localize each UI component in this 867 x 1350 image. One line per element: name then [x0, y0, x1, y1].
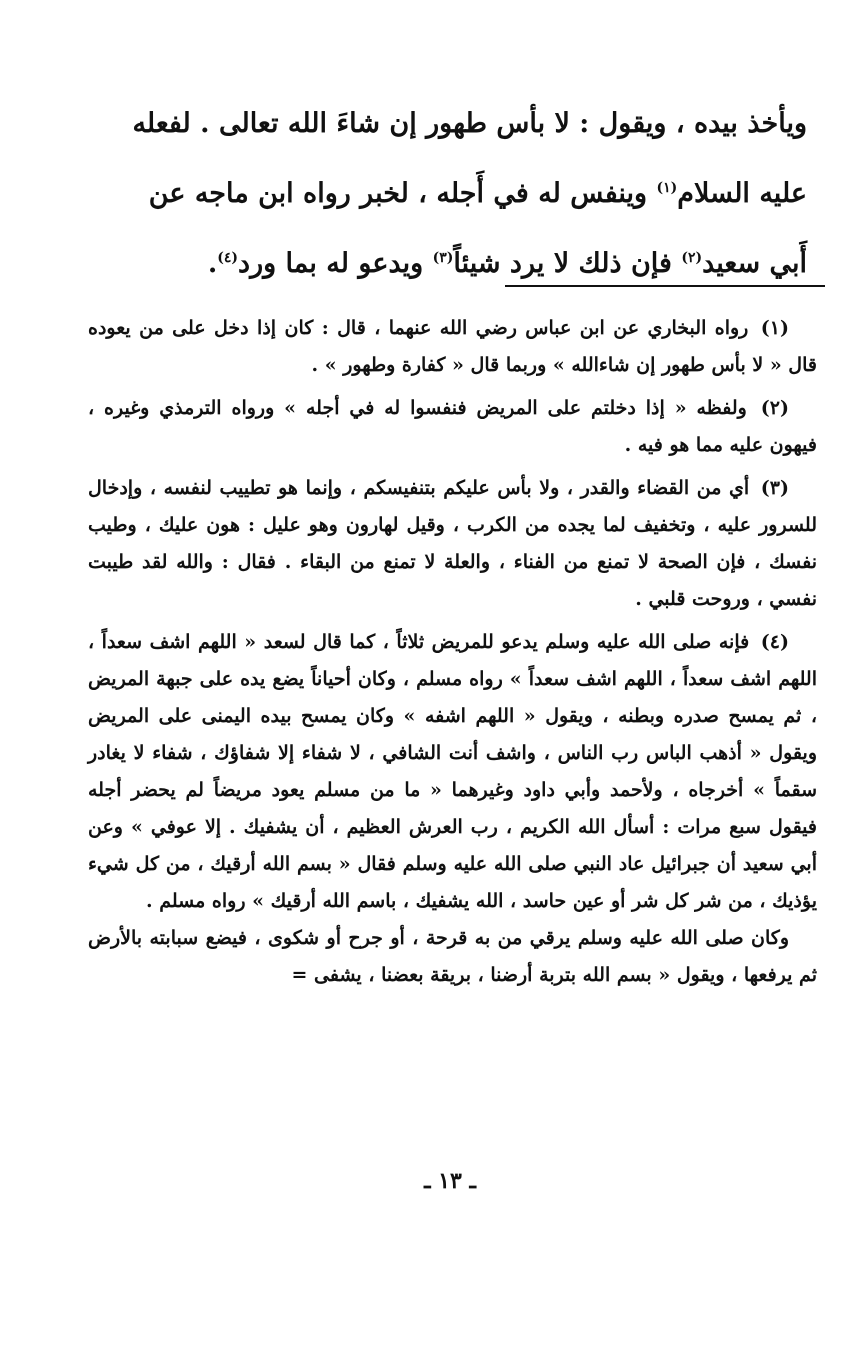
- footnote-text: ولفظه « إذا دخلتم على المريض فنفسوا له في أجله » ورواه الترمذي وغيره ، فيهون عليه مما هو فيه .: [88, 397, 817, 456]
- footnote-text: فإنه صلى الله عليه وسلم يدعو للمريض ثلاثاً ، كما قال لسعد « اللهم اشف سعداً ، اللهم اشف سعداً ، اللهم اشف سعداً » رواه مسلم ، وكان أحياناً يضع يده على جبهة المريض ، ثم يمسح صدره وبطنه ، ويقول « اللهم اشفه » وكان يمسح بيده اليمنى على المريض ويقول « أذهب الباس رب الناس ، واشف أنت الشافي ، لا شفاء إلا شفاؤك ، شفاء لا يغادر سقماً » أخرجاه ، ولأحمد وأبي داود وغيرهما « ما من مسلم يعود مريضاً لم يحضر أجله فيقول سبع مرات : أسأل الله الكريم ، رب العرش العظيم ، أن يشفيك . إلا عوفي » وعن أبي سعيد أن جبرائيل عاد النبي صلى الله عليه وسلم فقال « بسم الله أرقيك ، من كل شيء يؤذيك ، من شر كل شر أو عين حاسد ، الله يشفيك ، باسم الله أرقيك » رواه مسلم .: [88, 631, 817, 912]
- main-text-segment: فإن ذلك لا يرد شيئاً: [453, 248, 672, 279]
- footnote-paragraph: [88, 624, 817, 920]
- footnote-paragraph: [88, 470, 817, 618]
- main-text-segment: ويدعو له بما ورد: [238, 248, 424, 279]
- footnote-ref-4: (٤): [217, 250, 239, 266]
- footnote-ref-2: (٢): [681, 250, 703, 266]
- footnote-3: [88, 470, 817, 618]
- footnote-separator: [505, 285, 825, 287]
- footnote-text: رواه البخاري عن ابن عباس رضي الله عنهما ، قال : كان إذا دخل على من يعوده قال « لا بأس طهور إن شاءالله » وربما قال « كفارة وطهور » .: [88, 317, 817, 376]
- footnote-2: [88, 390, 817, 464]
- main-text: [88, 92, 807, 296]
- footnote-ref-3: (٣): [432, 250, 454, 266]
- footnotes: [88, 310, 817, 1000]
- footnote-continuation: وكان صلى الله عليه وسلم يرقي من به قرحة ، أو جرح أو شكوى ، فيضع سبابته بالأرض ثم يرفعها ، ويقول « بسم الله بتربة أرضنا ، بريقة بعضنا ، يشفى =: [88, 927, 817, 986]
- footnote-1: [88, 310, 817, 384]
- footnote-number: (١): [760, 317, 789, 339]
- footnote-4: [88, 624, 817, 994]
- footnote-number: (٣): [760, 477, 789, 499]
- main-text-end: .: [207, 248, 218, 279]
- main-line-1: ويأخذ بيده ، ويقول : لا بأس طهور إن شاءَ الله تعالى . لفعله: [132, 108, 807, 139]
- main-text-segment: عليه السلام: [677, 178, 807, 209]
- footnote-paragraph: [88, 390, 817, 464]
- footnote-number: (٤): [760, 631, 789, 653]
- footnote-ref-1: (١): [656, 180, 678, 196]
- footnote-number: (٢): [760, 397, 789, 419]
- main-line-2: [88, 156, 807, 226]
- footnote-text: أي من القضاء والقدر ، ولا بأس عليكم بتنفيسكم ، وإنما هو تطييب لنفسه ، وإدخال للسرور عليه ، وتخفيف لما يجده من الكرب ، وقيل لهارون وهو عليل : هون عليك ، وطيب نفسك ، فإن الصحة لا تمنع من الفناء ، والعلة لا تمنع من البقاء . فقال : والله لقد طيبت نفسي ، وروحت قلبي .: [88, 477, 817, 610]
- main-text-segment: أَبي سعيد: [702, 248, 807, 279]
- main-text-segment: وينفس له في أَجله ، لخبر رواه ابن ماجه عن: [148, 178, 648, 209]
- footnote-paragraph: [88, 310, 817, 384]
- page-number: ـ ١٣ ـ: [424, 1168, 476, 1194]
